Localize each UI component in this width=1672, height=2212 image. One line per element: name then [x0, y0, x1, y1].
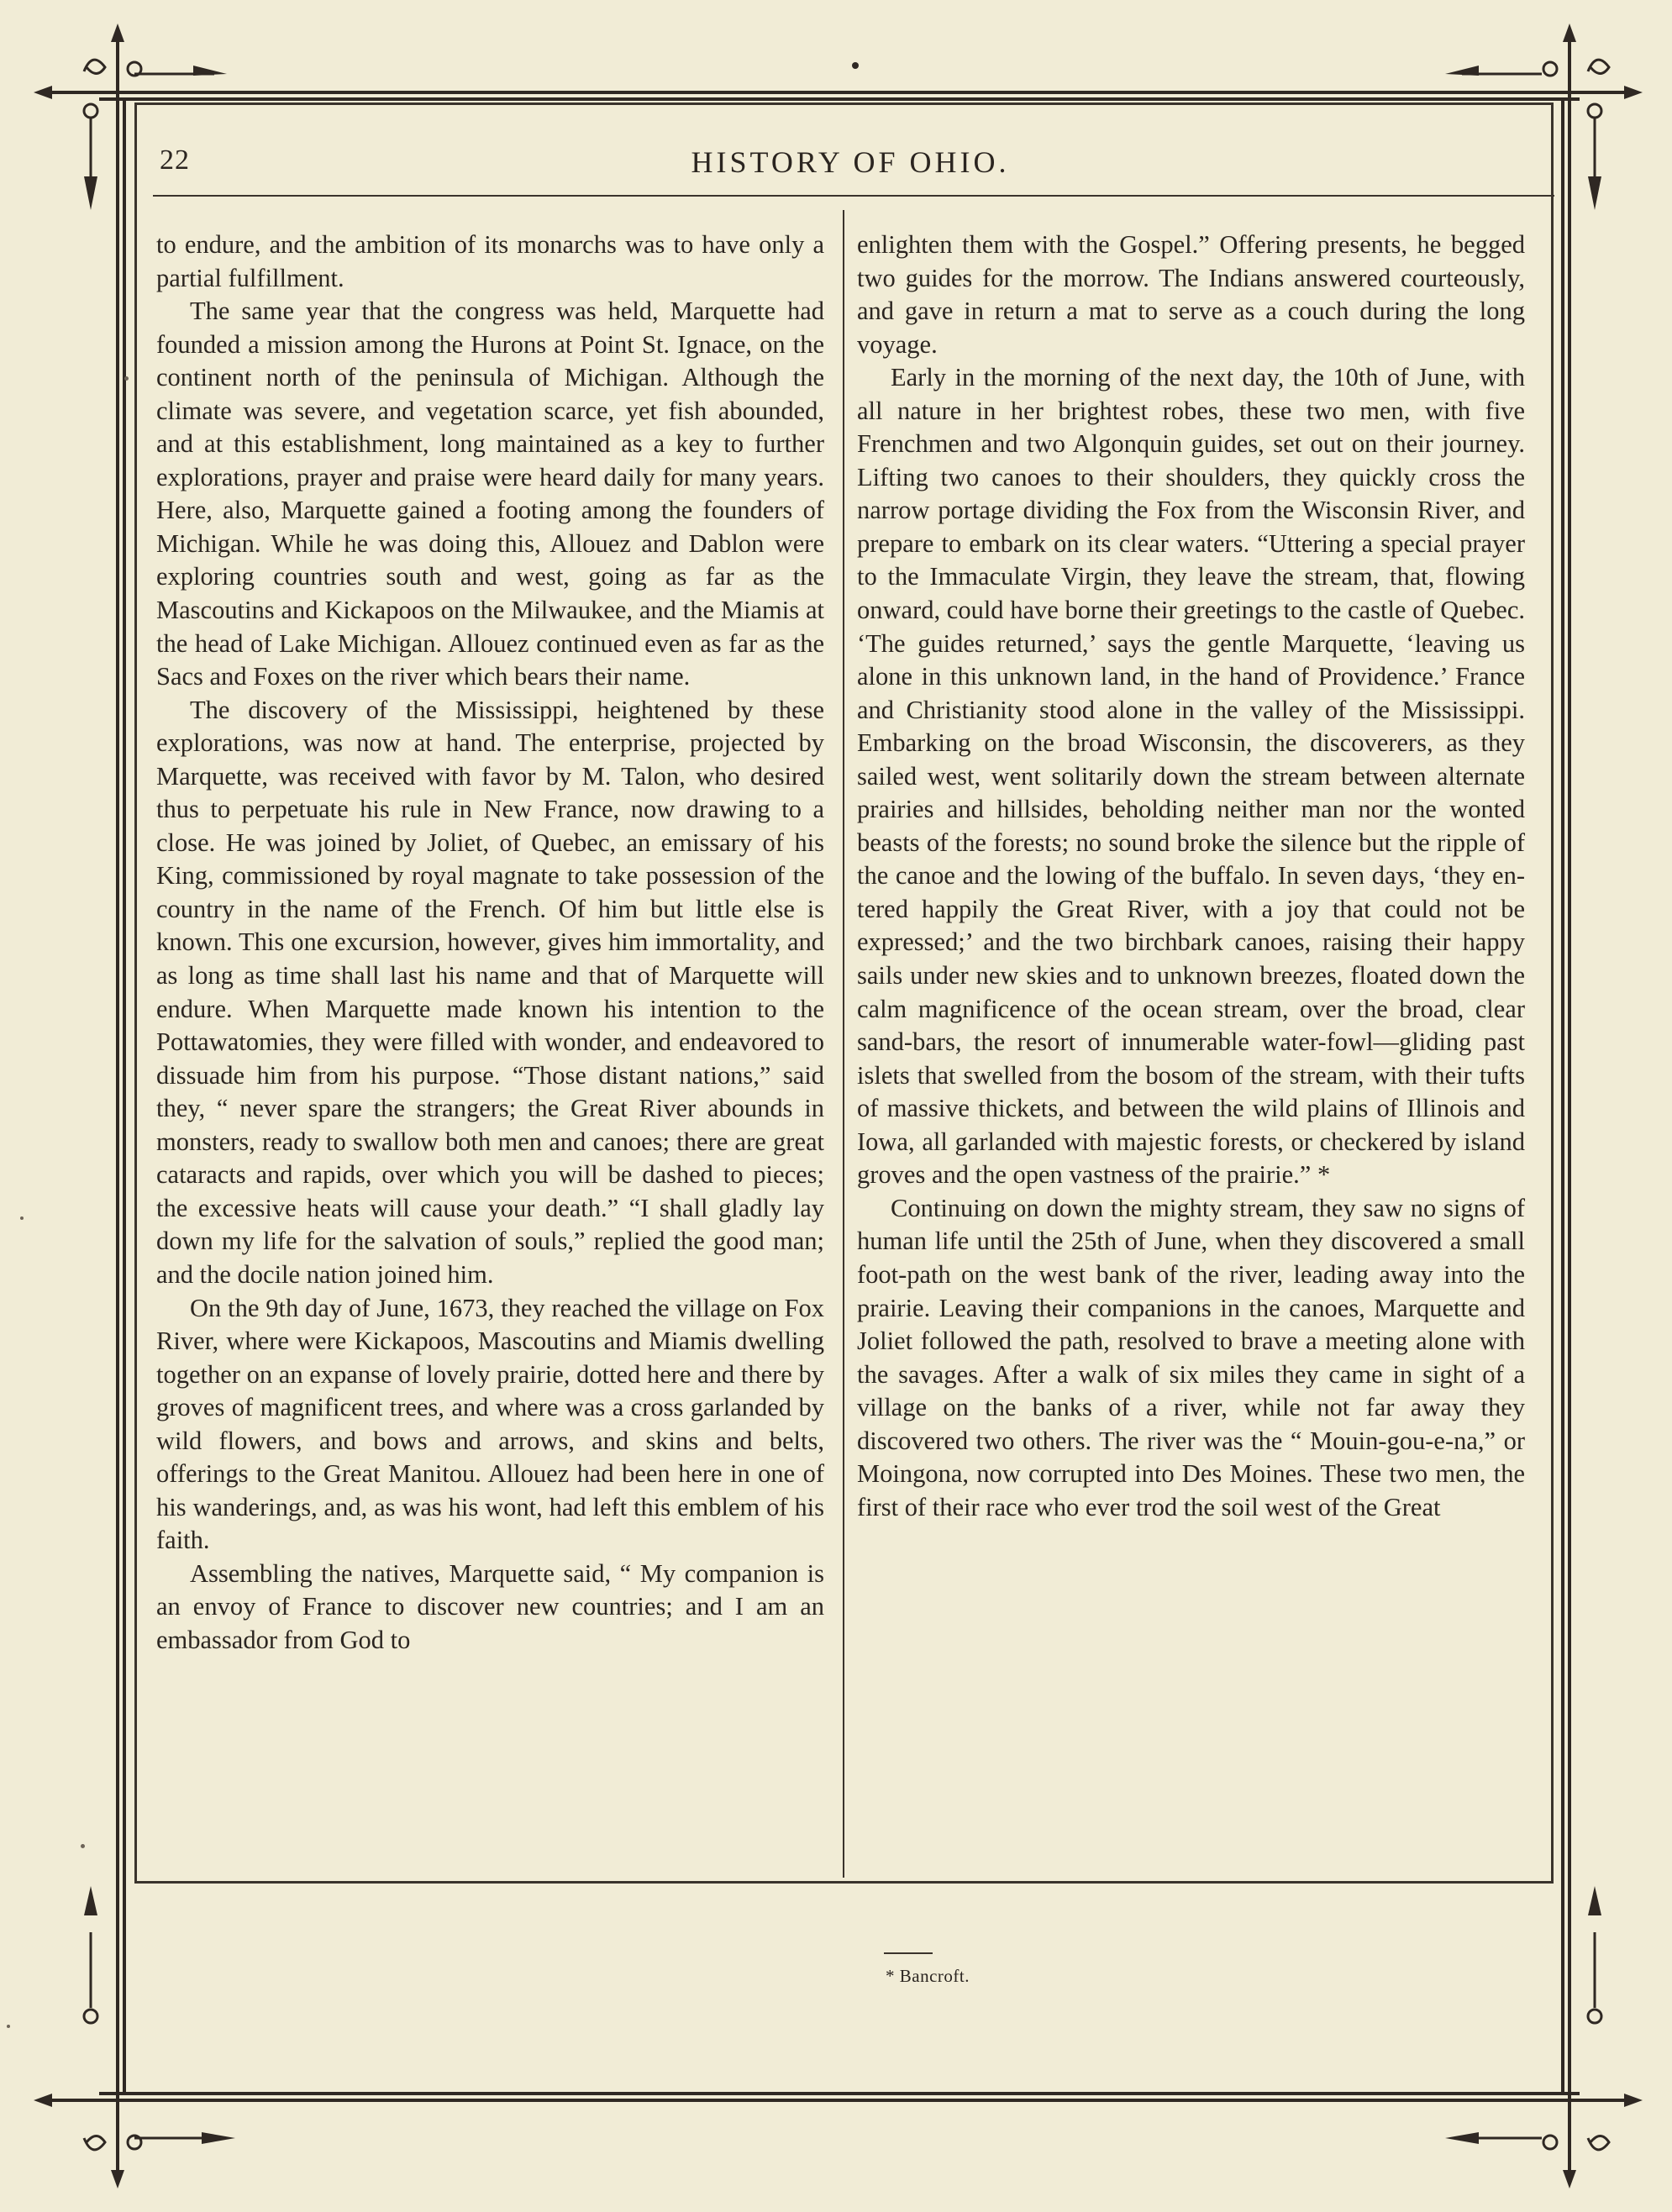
column-divider: [843, 210, 844, 1878]
paper-speck: [124, 376, 129, 381]
running-header: [153, 144, 1556, 195]
paper-speck: [20, 1216, 24, 1220]
paragraph: Assembling the natives, Marquette said, “ My companion is an envoy of France to discover new countries; and I am an embassador from God to: [156, 1558, 824, 1654]
paragraph: to endure, and the ambition of its monarchs was to have only a partial fulfillment.: [156, 230, 824, 292]
right-column: [857, 229, 1525, 1524]
page-number: 22: [160, 144, 190, 176]
paragraph: Continuing on down the mighty stream, they saw no signs of human life until the 25th of June, when they discovered a small foot-path on the west bank of the river, leading away into the prairie. Leaving their companions in the canoes, Marquette and Joliet followed the path, resolved to brave a meeting alone with the savages. After a walk of six miles they came in sight of a village on the banks of a river, while not far away they discovered two others. The river was the “ Mouin-gou-e-na,” or Moingona, now corrupted into Des Moines. These two men, the first of their race who ever trod the soil west of the Great: [857, 1193, 1525, 1521]
paragraph: enlighten them with the Gospel.” Offering presents, he begged two guides for the morrow. The Indians answered courteously, and gave in return a mat to serve as a couch during the long voyage.: [857, 230, 1525, 359]
footnote-rule: [884, 1952, 933, 1954]
running-title: HISTORY OF OHIO.: [691, 145, 1010, 179]
header-rule: [153, 195, 1554, 197]
paper-speck: [81, 1844, 85, 1848]
footnote: * Bancroft.: [886, 1966, 970, 1986]
paragraph: The same year that the congress was held, Marquette had founded a mission among the Hurons at Point St. Ignace, on the continent north of the peninsula of Michigan. Although the climate was severe, and vegetation scarce, yet fish abounded, and at this establishment, long maintained as a key to further explorations, prayer and praise were heard daily for many years. Here, also, Marquette gained a footing among the founders of Michigan. While he was doing this, Allouez and Dablon were exploring countries south and west, going as far as the Mascoutins and Kickapoos on the Milwaukee, and the Miamis at the head of Lake Michigan. Allouez continued even as far as the Sacs and Foxes on the river which bears their name.: [156, 297, 824, 691]
paragraph: The discovery of the Mississippi, heightened by these explorations, was now at hand. The enterprise, projected by Marquette, was received with favor by M. Talon, who desired thus to perpetuate his rule in New France, now drawing to a close. He was joined by Joliet, of Quebec, an emissary of his King, commissioned by royal magnate to take possession of the country in the name of the French. Of him but little else is known. This one excursion, however, gives him immortality, and as long as time shall last his name and that of Marquette will endure. When Marquette made known his intention to the Pottawatomies, they were filled with wonder, and endeavored to dissuade him from his purpose. “Those distant nations,” said they, “ never spare the strangers; the Great River abounds in monsters, ready to swallow both men and canoes; there are great cataracts and rapids, over which you will be dashed to pieces; the excessive heats will cause your death.” “I shall gladly lay down my life for the salvation of souls,” replied the good man; and the docile nation joined him.: [156, 695, 824, 1289]
left-column: [156, 229, 824, 1658]
paragraph: On the 9th day of June, 1673, they reached the village on Fox River, where were Kickapoos, Mascoutins and Miamis dwelling together on an expanse of lovely prairie, dotted here and there by groves of magnificent trees, and where was a cross garlanded by wild flowers, and bows and arrows, and skins and belts, offerings to the Great Manitou. Allouez had been here in one of his wanderings, and, as was his wont, had left this emblem of his faith.: [156, 1293, 824, 1555]
paragraph: Early in the morning of the next day, the 10th of June, with all nature in her brightest robes, these two men, with five Frenchmen and two Algonquin guides, set out on their journey. Lifting two canoes to their shoulders, they quickly cross the narrow portage dividing the Fox from the Wisconsin River, and prepare to embark on its clear waters. “Uttering a special prayer to the Immaculate Virgin, they leave the stream, that, flowing onward, could have borne their greetings to the castle of Quebec. ‘The guides returned,’ says the gentle Marquette, ‘leaving us alone in this unknown land, in the hand of Providence.’ France and Christianity stood alone in the valley of the Mississippi. Embarking on the broad Wisconsin, the discoverers, as they sailed west, went solitarily down the stream between alternate prairies and hillsides, beholding neither man nor the wonted beasts of the forests; no sound broke the silence but the ripple of the canoe and the lowing of the buffalo. In seven days, ‘they entered happily the Great River, with a joy that could not be expressed;’ and the two birchbark canoes, raising their happy sails under new skies and to unknown breezes, floated down the calm magnificence of the ocean stream, over the broad, clear sand-bars, the resort of innumerable water-fowl—gliding past islets that swelled from the bosom of the stream, with their tufts of massive thickets, and between the wild plains of Illinois and Iowa, all garlanded with majestic forests, or checkered by island groves and the open vastness of the prairie.” *: [857, 363, 1525, 1190]
paper-speck: [7, 2025, 10, 2028]
